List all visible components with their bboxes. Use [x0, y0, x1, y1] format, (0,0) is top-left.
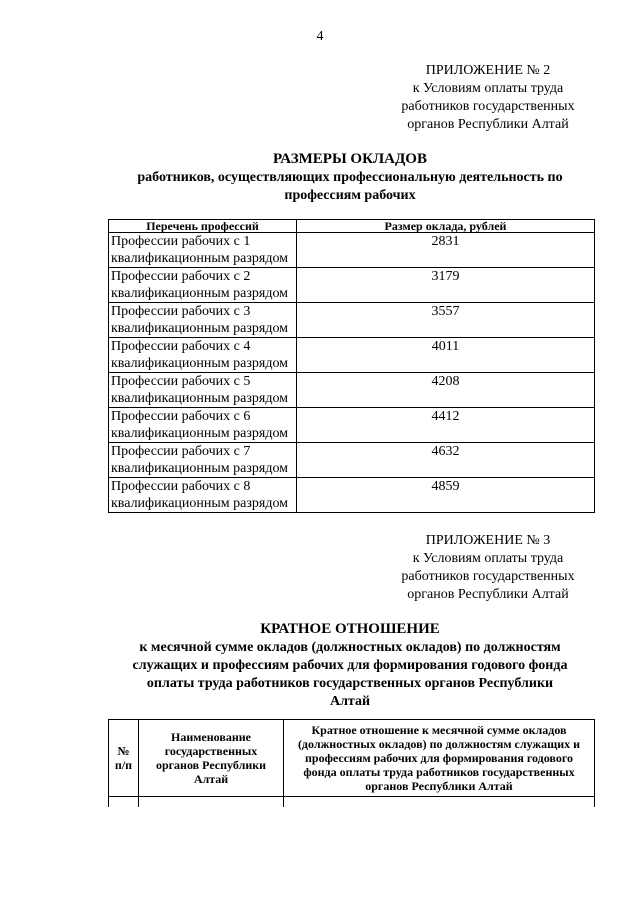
ratio-header-line: Кратное отношение к месячной сумме окладов: [311, 723, 567, 737]
column-header-organ-name: [139, 720, 284, 797]
profession-cell: [109, 478, 297, 513]
appendix-3-title: ПРИЛОЖЕНИЕ № 3: [425, 533, 551, 548]
appendix-2-block: [376, 62, 600, 134]
salary-table: [108, 219, 595, 513]
appendix-2-line: к Условиям оплаты труда: [412, 81, 564, 96]
profession-line: квалификационным разрядом: [111, 321, 289, 336]
ratio-heading-line: к месячной сумме окладов (должностных окладов) по должностям: [139, 640, 561, 655]
profession-line: квалификационным разрядом: [111, 286, 289, 301]
profession-line: Профессии рабочих с 7: [111, 444, 251, 459]
profession-cell: [109, 408, 297, 443]
profession-cell: [109, 268, 297, 303]
table-row: [109, 233, 595, 268]
column-header-ratio: [284, 720, 595, 797]
profession-line: квалификационным разрядом: [111, 251, 289, 266]
profession-line: Профессии рабочих с 6: [111, 409, 251, 424]
profession-line: квалификационным разрядом: [111, 391, 289, 406]
appendix-3-block: [376, 532, 600, 604]
ratio-heading: [95, 620, 605, 711]
table-cell: [284, 797, 595, 808]
salary-cell: 3557: [297, 303, 595, 338]
page-number: 4: [316, 29, 324, 44]
organ-header-line: Наименование: [171, 730, 251, 744]
profession-line: Профессии рабочих с 2: [111, 269, 251, 284]
profession-line: квалификационным разрядом: [111, 496, 289, 511]
appendix-3-line: работников государственных: [401, 569, 575, 584]
salary-heading-title: РАЗМЕРЫ ОКЛАДОВ: [273, 151, 427, 167]
profession-line: Профессии рабочих с 1: [111, 234, 251, 249]
ratio-heading-line: оплаты труда работников государственных органов Республики: [146, 676, 554, 691]
appendix-2-line: работников государственных: [401, 99, 575, 114]
profession-line: Профессии рабочих с 3: [111, 304, 251, 319]
number-header-line: п/п: [114, 758, 133, 772]
table-row: [109, 303, 595, 338]
appendix-3-line: органов Республики Алтай: [407, 587, 569, 602]
profession-cell: [109, 303, 297, 338]
organ-header-line: государственных: [164, 744, 258, 758]
salary-cell: 4208: [297, 373, 595, 408]
column-header-number: [109, 720, 139, 797]
profession-cell: [109, 373, 297, 408]
ratio-header-line: фонда оплаты труда работников государственных: [303, 765, 575, 779]
table-cell: [109, 797, 139, 808]
profession-cell: [109, 233, 297, 268]
column-header-salary: Размер оклада, рублей: [297, 220, 595, 233]
salary-heading-line: работников, осуществляющих профессиональную деятельность по: [137, 170, 563, 185]
ratio-heading-line: Алтай: [329, 694, 371, 709]
profession-line: квалификационным разрядом: [111, 426, 289, 441]
column-header-professions: Перечень профессий: [109, 220, 297, 233]
ratio-heading-line: служащих и профессиям рабочих для формирования годового фонда: [132, 658, 568, 673]
ratio-header-line: органов Республики Алтай: [365, 779, 513, 793]
organ-header-line: органов Республики: [155, 758, 267, 772]
table-row: [109, 338, 595, 373]
salary-heading: [95, 150, 605, 205]
salary-table-header-row: [109, 220, 595, 233]
ratio-header-line: (должностных окладов) по должностям служащих и: [297, 737, 581, 751]
ratio-header-line: профессиям рабочих для формирования годового: [305, 751, 573, 765]
table-row: [109, 408, 595, 443]
table-row: [109, 797, 595, 808]
profession-line: квалификационным разрядом: [111, 461, 289, 476]
profession-line: квалификационным разрядом: [111, 356, 289, 371]
salary-cell: 4011: [297, 338, 595, 373]
table-row: [109, 443, 595, 478]
profession-cell: [109, 443, 297, 478]
profession-line: Профессии рабочих с 8: [111, 479, 251, 494]
profession-line: Профессии рабочих с 4: [111, 339, 251, 354]
salary-heading-line: профессиям рабочих: [284, 188, 416, 203]
ratio-heading-title: КРАТНОЕ ОТНОШЕНИЕ: [260, 621, 440, 637]
salary-cell: 3179: [297, 268, 595, 303]
organ-header-line: Алтай: [193, 772, 229, 786]
salary-cell: 4412: [297, 408, 595, 443]
profession-line: Профессии рабочих с 5: [111, 374, 251, 389]
table-row: [109, 268, 595, 303]
number-header-line: №: [117, 744, 130, 758]
appendix-3-line: к Условиям оплаты труда: [412, 551, 564, 566]
salary-cell: 4632: [297, 443, 595, 478]
ratio-table-header-row: [109, 720, 595, 797]
table-row: [109, 478, 595, 513]
salary-cell: 4859: [297, 478, 595, 513]
table-cell: [139, 797, 284, 808]
appendix-2-line: органов Республики Алтай: [407, 117, 569, 132]
salary-cell: 2831: [297, 233, 595, 268]
table-row: [109, 373, 595, 408]
ratio-table: [108, 719, 595, 807]
profession-cell: [109, 338, 297, 373]
appendix-2-title: ПРИЛОЖЕНИЕ № 2: [425, 63, 551, 78]
